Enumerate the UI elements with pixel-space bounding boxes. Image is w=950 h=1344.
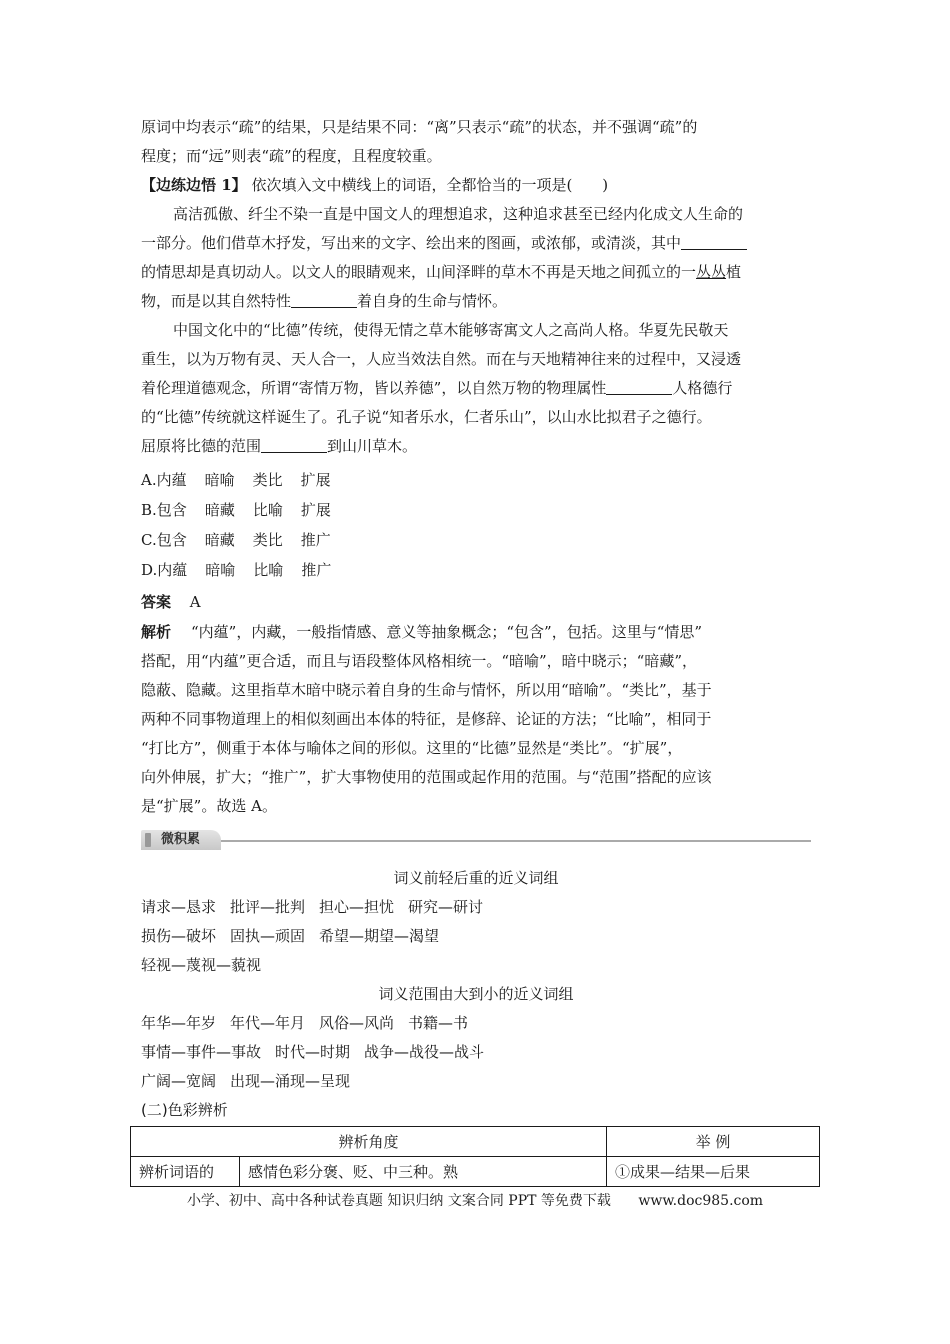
analysis-table	[130, 1126, 820, 1187]
vocab-row: 损伤—破坏 固执—顽固 希望—期望—渴望	[141, 927, 440, 945]
vocab-section	[141, 864, 811, 1125]
options-list	[141, 465, 811, 585]
sub-heading: (二)色彩辨析	[141, 1101, 228, 1119]
passage-line: 中国文化中的“比德”传统，使得无情之草木能够寄寓文人之高尚人格。华夏先民敬天	[173, 321, 729, 339]
table-header-row	[131, 1127, 820, 1157]
vocab-row: 广阔—宽阔 出现—涌现—呈现	[141, 1072, 351, 1090]
intro-line-1: 原词中均表示“疏”的结果，只是结果不同：“离”只表示“疏”的状态，并不强调“疏”的	[141, 118, 698, 136]
passage-line: 着伦理道德观念，所谓“寄情万物，皆以养德”，以自然万物的物理属性 人格德行	[141, 379, 733, 397]
answer	[141, 588, 811, 617]
answer-label: 答案	[141, 593, 172, 611]
table-header-cell: 辨析角度	[131, 1127, 607, 1157]
intro-line-2: 程度；而“远”则表“疏”的程度，且程度较重。	[141, 147, 442, 165]
page-footer	[0, 1190, 950, 1210]
question-tag: 【边练边悟 1】	[141, 176, 247, 194]
passage-line: 屈原将比德的范围 到山川草木。	[141, 437, 418, 455]
table-cell: ①成果—结果—后果	[607, 1157, 820, 1187]
option-d[interactable]: D.内蕴 暗喻 比喻 推广	[141, 561, 332, 579]
vocab-row: 年华—年岁 年代—年月 风俗—风尚 书籍—书	[141, 1014, 469, 1032]
fill-blank-4	[261, 436, 327, 453]
intro-paragraph	[141, 113, 811, 171]
question-text: 依次填入文中横线上的词语，全都恰当的一项是( )	[251, 176, 609, 194]
option-a[interactable]: A.内蕴 暗喻 类比 扩展	[141, 471, 331, 489]
vocab-row: 事情—事件—事故 时代—时期 战争—战役—战斗	[141, 1043, 485, 1061]
passage-line: 高洁孤傲、纤尘不染一直是中国文人的理想追求，这种追求甚至已经内化成文人生命的	[173, 205, 744, 223]
footer-url[interactable]: www.doc985.com	[638, 1193, 764, 1209]
vocab-heading-2: 词义范围由大到小的近义词组	[378, 985, 574, 1003]
question-prompt	[141, 171, 811, 200]
section-divider	[221, 840, 811, 842]
footer-text: 小学、初中、高中各种试卷真题 知识归纳 文案合同 PPT 等免费下载	[186, 1193, 611, 1209]
option-c[interactable]: C.包含 暗藏 类比 推广	[141, 531, 331, 549]
fill-blank-2	[291, 291, 357, 308]
section-tab: 微积累	[141, 830, 221, 850]
answer-value: A	[189, 593, 201, 611]
analysis: 解析 “内蕴”，内藏，一般指情感、意义等抽象概念；“包含”，包括。这里与“情思” 搭配，用“内蕴”更合适，而且与语段整体风格相统一。“暗喻”，暗中晓示；“暗藏”， 隐蔽、隐藏。这里指草木暗中晓示着自身的生命与情怀，所以用“暗喻”。“类比”，基于 两种不同事物道理上的相似刻画出本体的特征，是修辞、论证的方法；“比喻”，相同于 “打比方”，侧重于本体与喻体之间的形似。这里的“比德”显然是“类比”。“扩展”， 向外伸展，扩大；“推广”，扩大事物使用的范围或起作用的范围。与“范围”搭配的应该 是“扩展”。故选 A。	[141, 623, 712, 815]
fill-blank-1	[681, 233, 747, 250]
analysis-label: 解析	[141, 623, 172, 641]
vocab-heading-1: 词义前轻后重的近义词组	[393, 869, 559, 887]
table-row	[131, 1157, 820, 1187]
vocab-row: 轻视—蔑视—藐视	[141, 956, 262, 974]
passage-line: 重生，以为万物有灵、天人合一，人应当效法自然。而在与天地精神往来的过程中，又浸透	[141, 350, 742, 368]
table-cell: 感情色彩分褒、贬、中三种。熟	[240, 1157, 607, 1187]
passage-line: 的“比德”传统就这样诞生了。孔子说“知者乐水，仁者乐山”，以山水比拟君子之德行。	[141, 408, 712, 426]
passage-line: 的情思却是真切动人。以文人的眼睛观来，山间泽畔的草木不再是天地之间孤立的一丛丛植	[141, 263, 742, 281]
table-cell: 辨析词语的	[131, 1157, 240, 1187]
section-header	[141, 830, 811, 852]
passage-line: 物，而是以其自然特性 着自身的生命与情怀。	[141, 292, 508, 310]
table-header-cell: 举 例	[607, 1127, 820, 1157]
vocab-row: 请求—恳求 批评—批判 担心—担忧 研究—研讨	[141, 898, 484, 916]
passage	[141, 200, 811, 461]
option-b[interactable]: B.包含 暗藏 比喻 扩展	[141, 501, 331, 519]
passage-line: 一部分。他们借草木抒发，写出来的文字、绘出来的图画，或浓郁，或清淡，其中	[141, 229, 811, 258]
fill-blank-3	[606, 378, 672, 395]
